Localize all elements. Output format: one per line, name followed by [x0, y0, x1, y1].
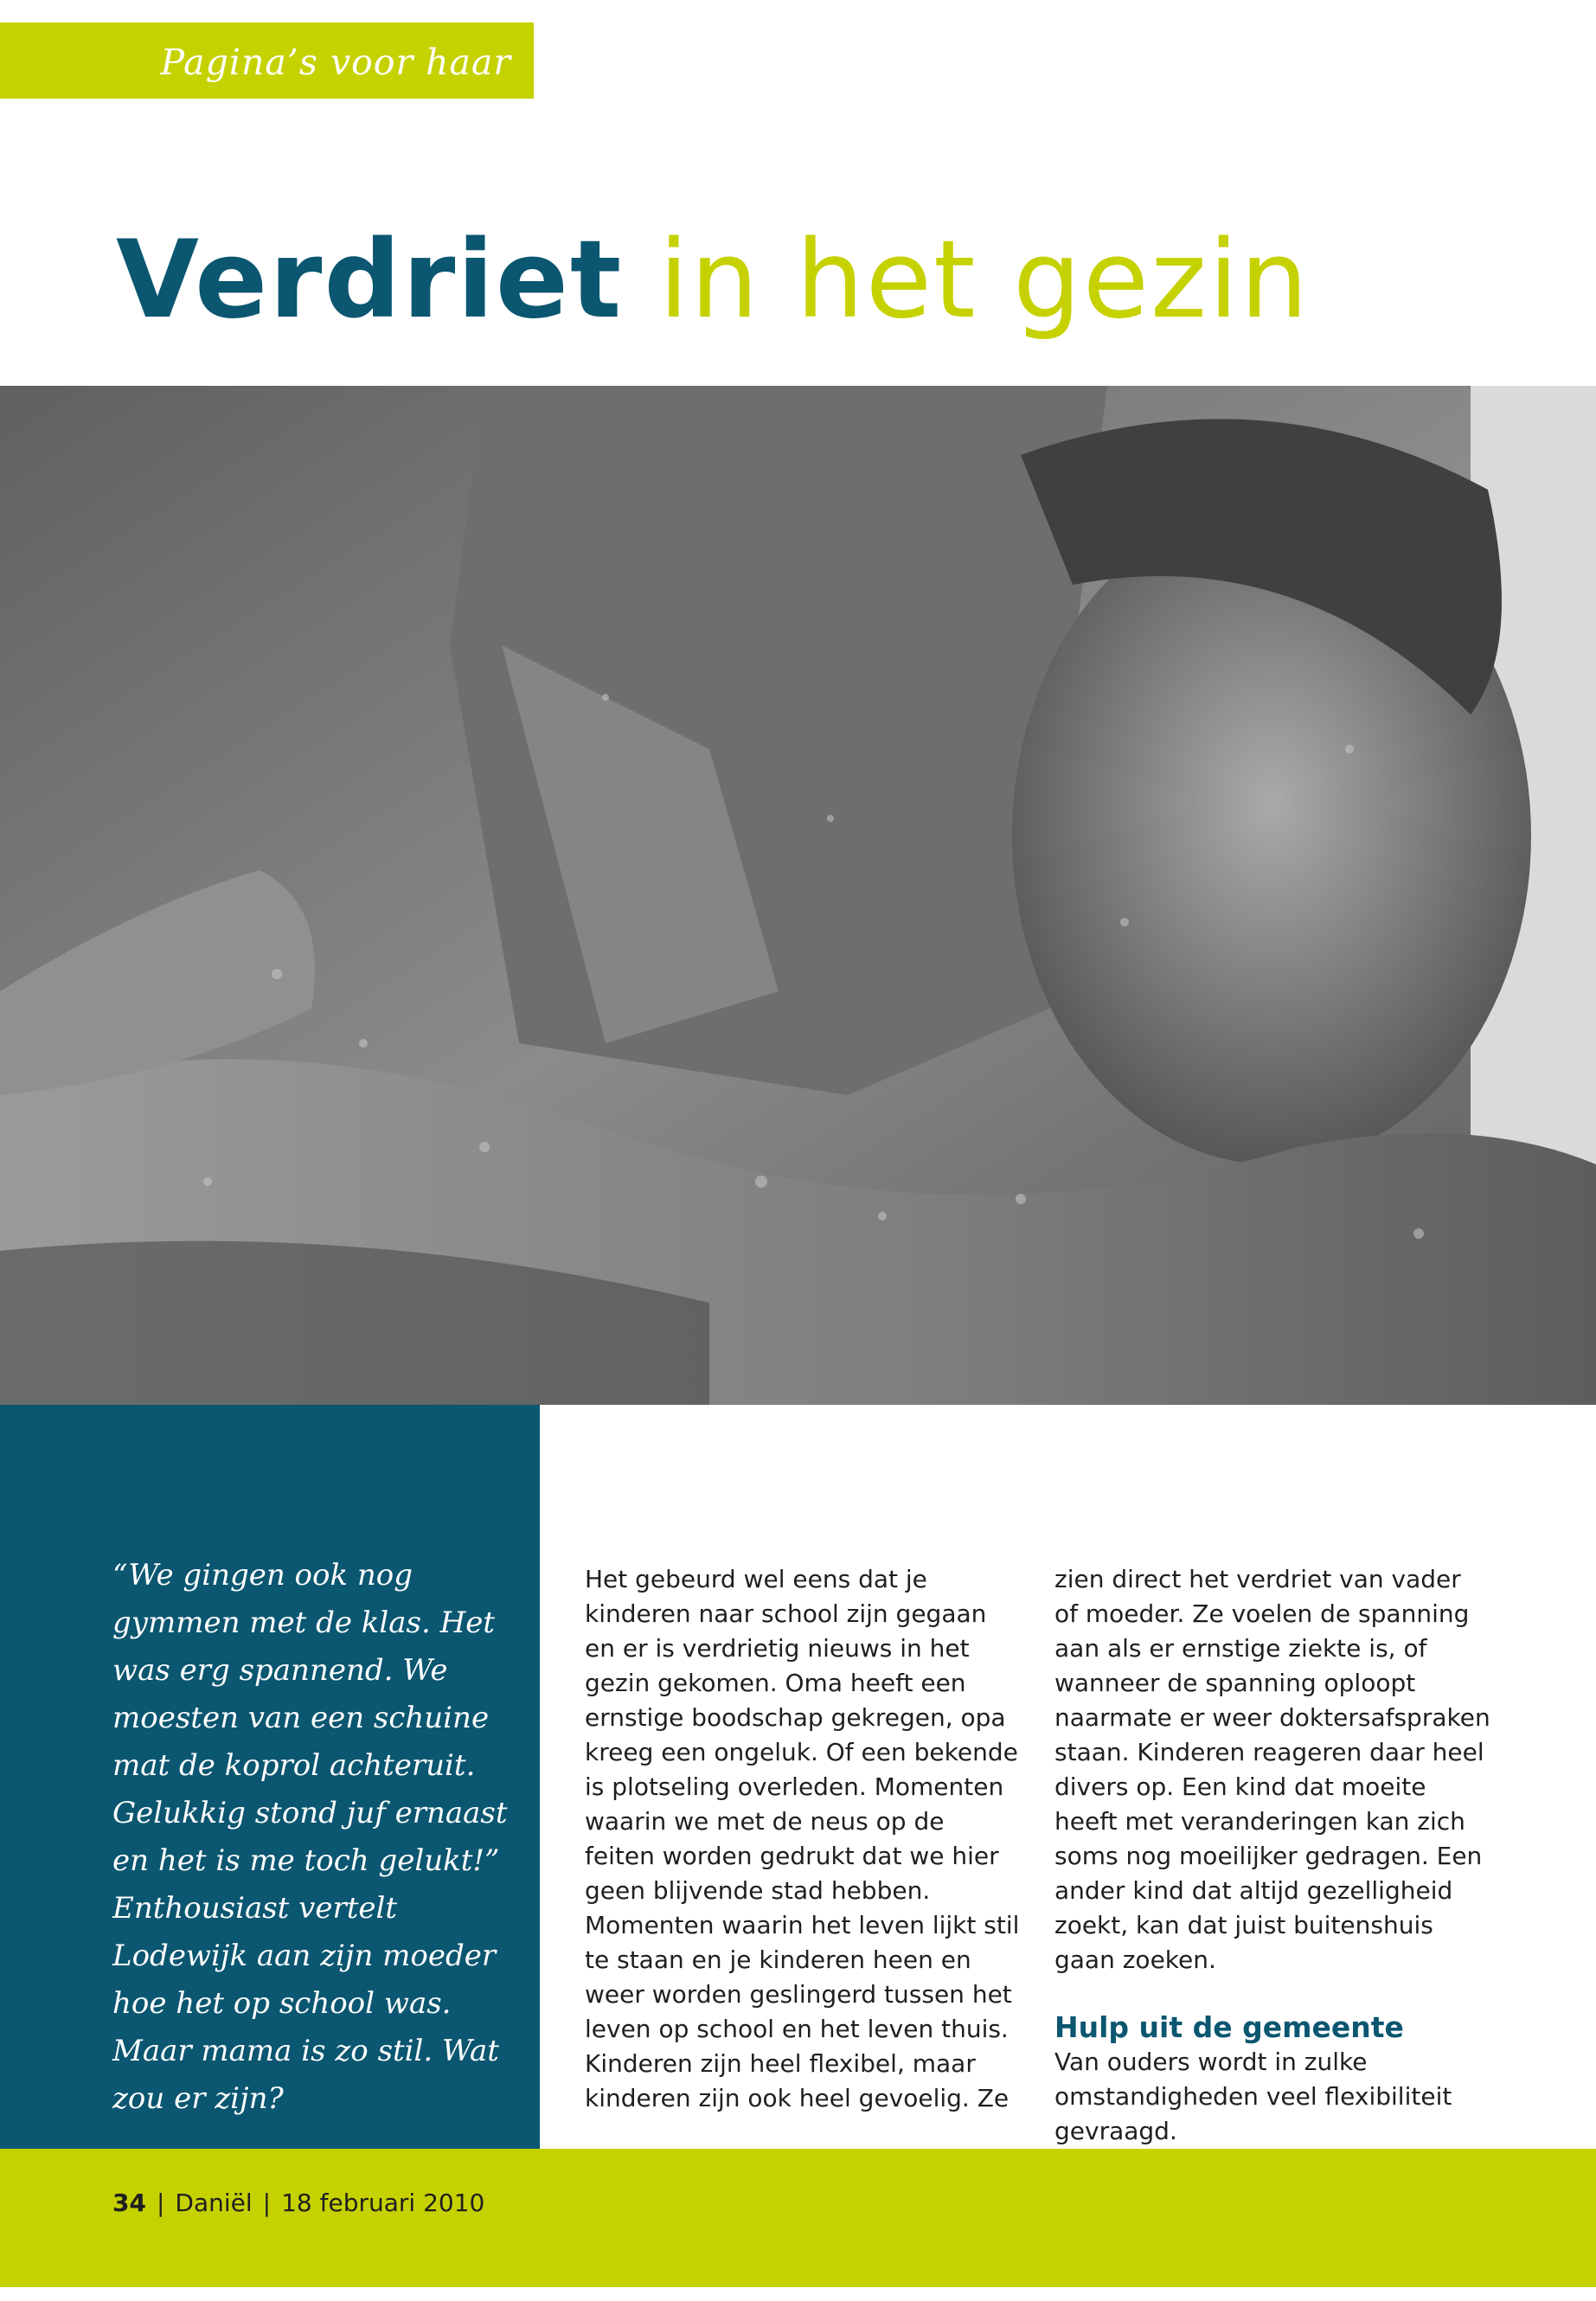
headline-strong: Verdriet [116, 218, 624, 343]
footer-separator: | [262, 2189, 272, 2217]
hero-photo [0, 386, 1596, 1405]
pull-quote-panel [0, 1405, 540, 2149]
pull-quote: “We gingen ook nog gymmen met de klas. Het was erg spannend. We moesten van een schuine mat de koprol achteruit. Gelukkig stond juf ernaast en het is me toch gelukt!” Enthousiast vertelt Lodewijk aan zijn moeder hoe het op school was. Maar mama is zo stil. Wat zou er zijn? [112, 1558, 508, 2116]
issue-date: 18 februari 2010 [281, 2189, 485, 2217]
footer-info [112, 2189, 484, 2217]
body-column-2 [1054, 1562, 1491, 2149]
subheading: Hulp uit de gemeente [1054, 2010, 1404, 2044]
page-number: 34 [112, 2189, 146, 2217]
article-headline [116, 218, 1311, 343]
page-footer [0, 2149, 1596, 2287]
body-paragraph: Het gebeurd wel eens dat je kinderen naar school zijn gegaan en er is verdrietig nieuws in het gezin gekomen. Oma heeft een ernstige boodschap gekregen, opa kreeg een ongeluk. Of een bekende is plotseling overleden. Momenten waarin we met de neus op de feiten worden gedrukt dat we hier geen blijvende stad hebben. Momenten waarin het leven lijkt stil te staan en je kinderen heen en weer worden geslingerd tussen het leven op school en het leven thuis. Kinderen zijn heel flexibel, maar kinderen zijn ook heel gevoelig. Ze [585, 1565, 1020, 2112]
body-paragraph-after-subheading: Van ouders wordt in zulke omstandigheden veel flexibiliteit gevraagd. [1054, 2048, 1452, 2145]
section-tab [0, 22, 534, 99]
section-label: Pagina’s voor haar [160, 42, 511, 83]
body-paragraph: zien direct het verdriet van vader of moeder. Ze voelen de spanning aan als er ernstige ziekte is, of wanneer de spanning oploopt naarmate er weer doktersafspraken staan. Kinderen reageren daar heel divers op. Een kind dat moeite heeft met veranderingen kan zich soms nog moeilijker gedragen. Een ander kind dat altijd gezelligheid zoekt, kan dat juist buitenshuis gaan zoeken. [1054, 1565, 1490, 1974]
headline-light: in het gezin [623, 218, 1311, 343]
footer-separator: | [156, 2189, 165, 2217]
body-column-1 [585, 1562, 1022, 2116]
magazine-name: Daniël [175, 2189, 253, 2217]
statue-photo-illustration [0, 386, 1596, 1405]
